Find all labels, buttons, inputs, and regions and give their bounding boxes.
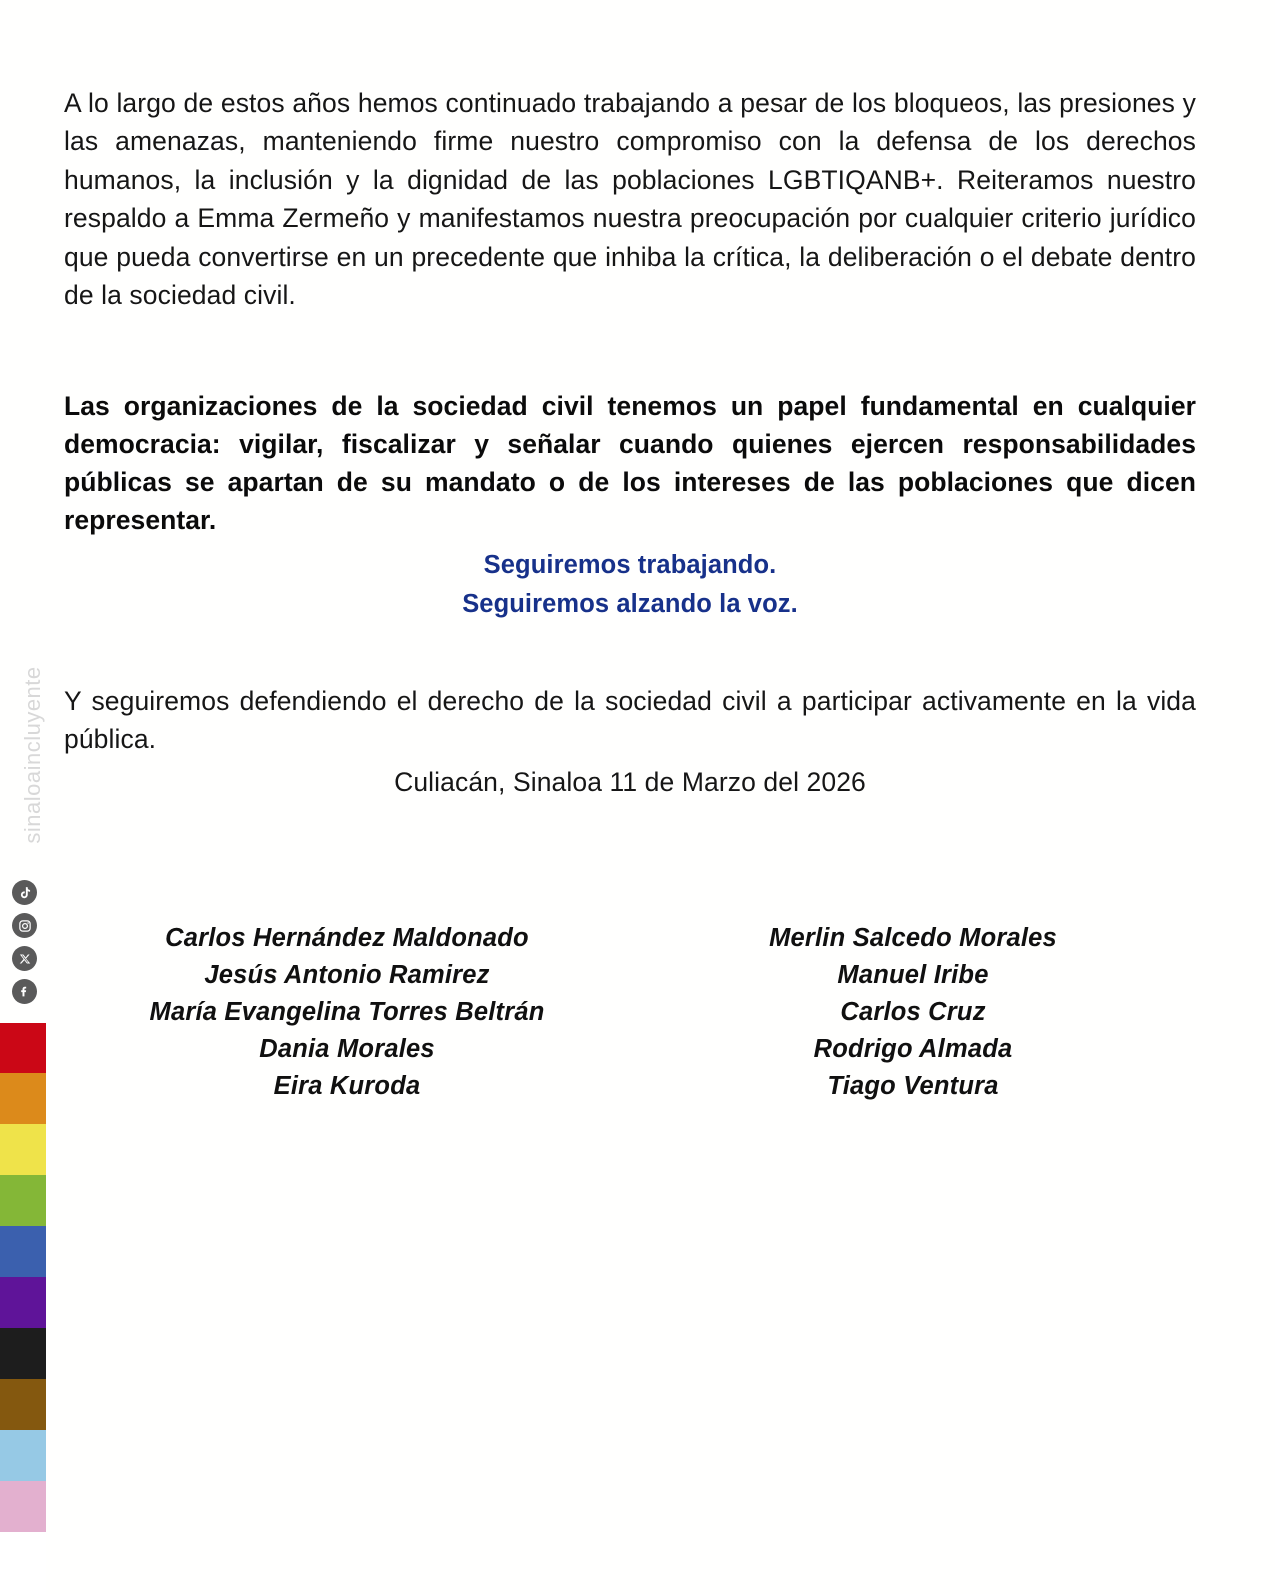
signer-name: Rodrigo Almada xyxy=(813,1035,1013,1063)
color-swatch-red xyxy=(0,1023,46,1073)
signer-name: María Evangelina Torres Beltrán xyxy=(149,998,545,1026)
paragraph-closing: Y seguiremos defendiendo el derecho de la sociedad civil a participar activamente en la vida pública. xyxy=(64,685,1196,754)
color-swatch-brown xyxy=(0,1379,46,1430)
slogan-block xyxy=(64,546,1196,624)
pride-color-bar xyxy=(0,1023,46,1594)
color-swatch-blue xyxy=(0,1226,46,1277)
signature-column-right xyxy=(630,920,1196,1105)
signature-column-left xyxy=(64,920,630,1105)
tiktok-icon[interactable] xyxy=(12,880,37,905)
color-swatch-black xyxy=(0,1328,46,1379)
signer-name: Manuel Iribe xyxy=(837,961,989,989)
left-rail xyxy=(0,0,48,1594)
color-swatch-green xyxy=(0,1175,46,1226)
signer-name: Dania Morales xyxy=(259,1035,435,1063)
facebook-icon[interactable] xyxy=(12,979,37,1004)
color-swatch-white-gap xyxy=(0,1532,46,1594)
signer-name: Carlos Cruz xyxy=(840,998,986,1026)
instagram-icon[interactable] xyxy=(12,913,37,938)
document-content xyxy=(64,0,1196,1594)
signer-name: Tiago Ventura xyxy=(827,1072,999,1100)
color-swatch-yellow xyxy=(0,1124,46,1175)
social-icon-stack xyxy=(12,880,37,1004)
color-swatch-purple xyxy=(0,1277,46,1328)
signature-block xyxy=(64,920,1196,1105)
dateline: Culiacán, Sinaloa 11 de Marzo del 2026 xyxy=(394,767,866,797)
signer-name: Eira Kuroda xyxy=(273,1072,421,1100)
paragraph-bold-statement: Las organizaciones de la sociedad civil tenemos un papel fundamental en cualquier democracia: vigilar, fiscalizar y señalar cuando quienes ejercen responsabilidades públicas se apartan de su mandato o de los intereses de las poblaciones que dicen representar. xyxy=(64,390,1196,535)
signer-name: Merlin Salcedo Morales xyxy=(769,924,1057,952)
color-swatch-orange xyxy=(0,1073,46,1124)
paragraph-intro: A lo largo de estos años hemos continuado trabajando a pesar de los bloqueos, las presiones y las amenazas, manteniendo firme nuestro compromiso con la defensa de los derechos humanos, la inclusión y la dignidad de las poblaciones LGBTIQANB+. Reiteramos nuestro respaldo a Emma Zermeño y manifestamos nuestra preocupación por cualquier criterio jurídico que pueda convertirse en un precedente que inhiba la crítica, la deliberación o el debate dentro de la sociedad civil. xyxy=(64,87,1196,310)
slogan-line-1: Seguiremos trabajando. xyxy=(483,551,777,579)
slogan-line-2: Seguiremos alzando la voz. xyxy=(462,590,798,618)
color-swatch-light-blue xyxy=(0,1430,46,1481)
brand-vertical-label: sinaloaincluyente xyxy=(20,666,45,844)
x-twitter-icon[interactable] xyxy=(12,946,37,971)
signer-name: Jesús Antonio Ramirez xyxy=(204,961,490,989)
color-swatch-pink xyxy=(0,1481,46,1532)
signer-name: Carlos Hernández Maldonado xyxy=(165,924,529,952)
